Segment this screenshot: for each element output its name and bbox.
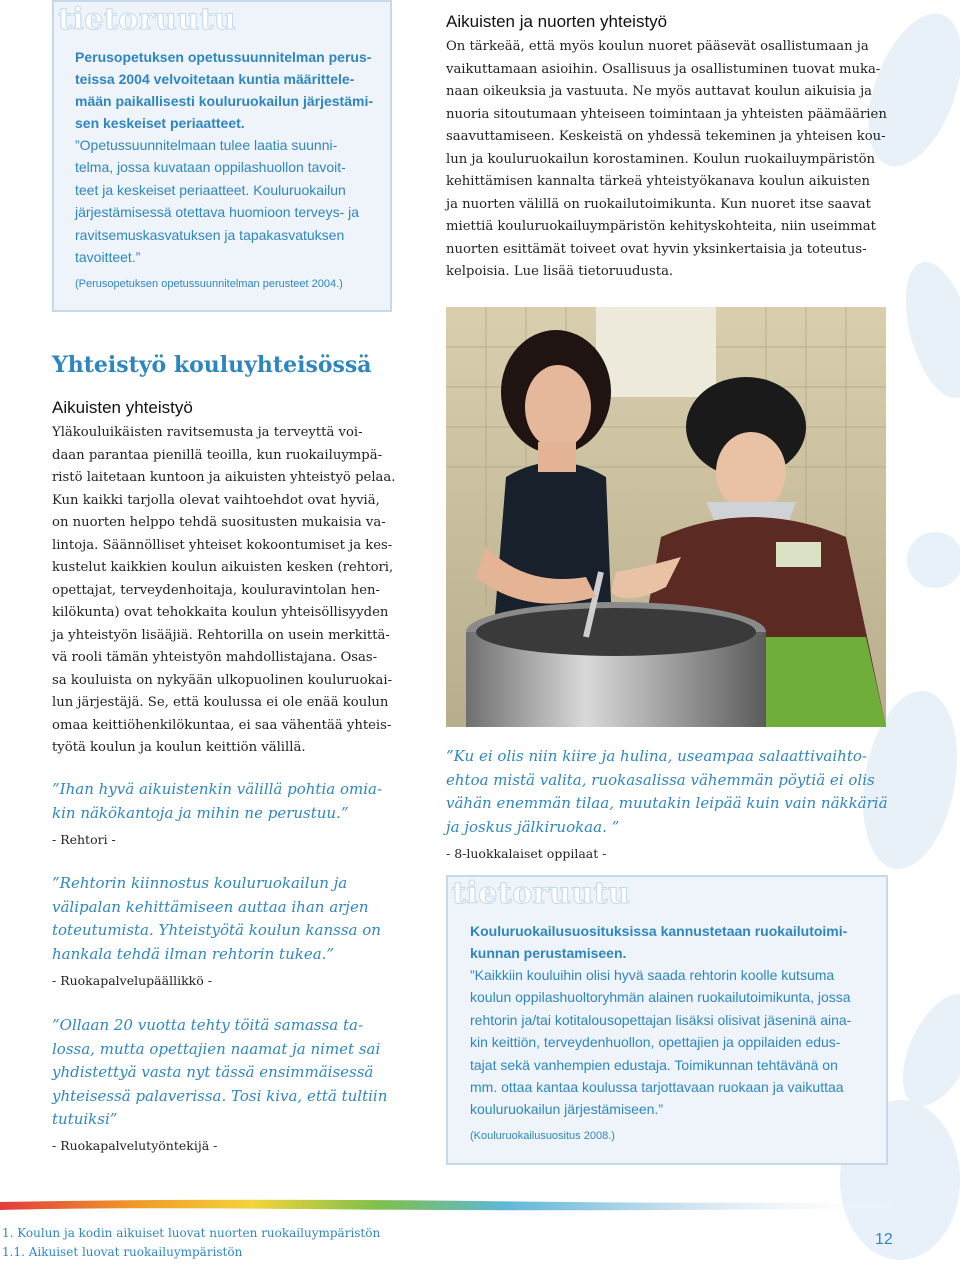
kitchen-photo — [446, 307, 886, 727]
quote-line: ”Rehtorin kiinnostus kouluruokailun ja — [52, 874, 348, 892]
text-line: vaikuttamaan asioihin. Osallisuus ja osallistuminen tuovat muka- — [446, 61, 881, 77]
text-line: vä rooli tämän yhteistyön mahdollistajana. Osas- — [52, 650, 378, 665]
text-line: daan parantaa pienillä teoilla, kun ruokailuympä- — [52, 447, 383, 463]
text-line: Kun kaikki tarjolla olevat vaihtoehdot ovat hyviä, — [52, 492, 380, 508]
text-line: lintoja. Säännölliset yhteiset kokoontumiset ja kes- — [52, 537, 393, 553]
body-line: kin keittiön, terveydenhuollon, opettajien ja oppilaiden edus- — [470, 1034, 841, 1051]
text-line: kustelut kaikkien koulun aikuisten kesken (rehtori, — [52, 560, 394, 575]
text-line: omaa keittiöhenkilökuntaa, ei saa vähentää yhteis- — [52, 717, 392, 733]
lead-line: Kouluruokailusuosituksissa kannustetaan ruokailutoimi- — [470, 923, 848, 939]
text-line: miettiä kouluruokailuympäristön kehityskohteita, niin useimmat — [446, 219, 876, 234]
footer-chapter: 1. Koulun ja kodin aikuiset luovat nuorten ruokailuympäristön — [2, 1226, 381, 1240]
quote-line: lossa, mutta opettajien naamat ja nimet sai — [52, 1039, 381, 1058]
attribution-ruokapalvelupaallikko: - Ruokapalvelupäällikkö - — [52, 973, 212, 988]
info-box-bottom-title: tietoruutu — [452, 876, 631, 911]
body-line: teet ja keskeiset periaatteet. Kouluruokailun — [75, 181, 346, 198]
quote-line: ”Ihan hyvä aikuistenkin välillä pohtia omia- — [52, 780, 383, 798]
section-title: Yhteistyö kouluyhteisössä — [52, 352, 372, 378]
text-line: kelpoisia. Lue lisää tietoruudusta. — [446, 264, 674, 279]
quote-line: ehtoa mistä valita, ruokasalissa vähemmän pöytiä ei olis — [446, 770, 875, 789]
quote-line: toteutumista. Yhteistyötä koulun kanssa on — [52, 921, 381, 939]
quote-line: ja joskus jälkiruokaa. ” — [446, 817, 620, 836]
lead-line: teissa 2004 velvoitetaan kuntia määrittele- — [75, 71, 355, 87]
body-line: ”Opetussuunnitelmaan tulee laatia suunni- — [75, 137, 338, 153]
attribution-rehtori: - Rehtori - — [52, 832, 116, 847]
quote-line: välipalan kehittämiseen auttaa ihan arjen — [52, 897, 369, 916]
quote-line: vähän enemmän tilaa, muutakin leipää kuin vain näkkäriä — [446, 794, 888, 812]
quote-line: tutuiksi” — [52, 1110, 118, 1128]
text-line: On tärkeää, että myös koulun nuoret pääsevät osallistumaan ja — [446, 39, 869, 54]
text-line: naan oikeuksia ja vastuuta. Ne myös auttavat koulun aikuisia ja — [446, 84, 873, 99]
lead-line: mään paikallisesti kouluruokailun järjestämi- — [75, 93, 373, 109]
body-line: rehtorin ja/tai kotitalousopettajan lisäksi olisivat jäseninä aina- — [470, 1011, 852, 1028]
info-box-top-title: tietoruutu — [58, 2, 237, 37]
attribution-oppilaat: - 8-luokkalaiset oppilaat - — [446, 846, 607, 861]
left-subheading: Aikuisten yhteistyö — [52, 398, 193, 417]
text-line: lun järjestäjä. Se, että koulussa ei ole enää koulun — [52, 695, 389, 710]
quote-line: hankala tehdä ilman rehtorin tukea.” — [52, 944, 335, 963]
info-box-top-source: (Perusopetuksen opetussuunnitelman perusteet 2004.) — [75, 278, 343, 290]
page-number: 12 — [875, 1231, 893, 1248]
text-line: on nuorten helppo tehdä suositusten mukaisia va- — [52, 515, 386, 530]
body-line: koulun oppilashuoltoryhmän alainen ruokailutoimikunta, jossa — [470, 989, 851, 1006]
quote-line: kin näkökantoja ja mihin ne perustuu.” — [52, 803, 349, 822]
text-line: nuorten esittämät toiveet ovat hyvin yksinkertaisia ja toteutus- — [446, 241, 867, 257]
quote-line: yhteisessä palaverissa. Tosi kiva, että tultiin — [52, 1086, 388, 1105]
body-line: telma, jossa kuvataan oppilashuollon tavoit- — [75, 159, 346, 176]
text-line: kehittämisen kannalta tärkeä yhteistyökanava koulun aikuisten — [446, 174, 870, 189]
left-body — [52, 422, 397, 760]
rainbow-stripe — [0, 1196, 960, 1214]
info-box-bottom-source: (Kouluruokailusuositus 2008.) — [470, 1130, 615, 1142]
quote-line: ”Ollaan 20 vuotta tehty töitä samassa ta- — [52, 1016, 364, 1034]
quote-line: ”Ku ei olis niin kiire ja hulina, useampaa salaattivaihto- — [446, 747, 867, 765]
body-line: tavoitteet.” — [75, 249, 141, 266]
info-box-top-body — [75, 134, 385, 268]
right-heading: Aikuisten ja nuorten yhteistyö — [446, 12, 668, 31]
body-line: järjestämisessä otettava huomioon terveys- ja — [75, 204, 360, 221]
body-line: mm. ottaa kantaa koulussa tarjottavaan ruokaan ja vaikuttaa — [470, 1079, 844, 1096]
quote-line: yhdistettyä vasta nyt tässä ensimmäisessä — [52, 1063, 374, 1081]
body-line: tajat sekä vanhempien edustaja. Toimikunnan tehtävänä on — [470, 1056, 838, 1073]
info-box-bottom-lead — [470, 920, 880, 964]
text-line: saavuttamiseen. Keskeistä on yhdessä tekeminen ja yhteisen kou- — [446, 129, 886, 144]
body-line: ravitsemuskasvatuksen ja tapakasvatuksen — [75, 226, 345, 243]
text-line: sa kouluista on nykyään ulkopuolinen kouluruokai- — [52, 672, 393, 688]
lead-line: Perusopetuksen opetussuunnitelman perus- — [75, 49, 372, 65]
text-line: Yläkouluikäisten ravitsemusta ja terveyttä voi- — [52, 425, 363, 440]
text-line: nuoria sitoutumaan yhteiseen toimintaan ja yhteisten päämäärien — [446, 106, 887, 122]
quote-rehtori — [52, 778, 412, 825]
body-line: kouluruokailun järjestämiseen.” — [470, 1101, 663, 1118]
info-box-bottom-body — [470, 964, 885, 1121]
lead-line: sen keskeiset periaatteet. — [75, 115, 245, 131]
info-box-top-lead — [75, 46, 385, 134]
text-line: opettajat, terveydenhoitaja, kouluravintolan hen- — [52, 582, 380, 598]
text-line: ja yhteistyön lisääjiä. Rehtorilla on usein merkittä- — [52, 627, 390, 643]
text-line: ja nuorten välillä on ruokailutoimikunta. Kun nuoret itse saavat — [446, 196, 871, 212]
text-line: lun ja kouluruokailun korostaminen. Koulun ruokailuympäristön — [446, 151, 876, 167]
footer-section: 1.1. Aikuiset luovat ruokailuympäristön — [2, 1245, 243, 1259]
attribution-ruokapalvelutyontekija: - Ruokapalvelutyöntekijä - — [52, 1138, 218, 1153]
lead-line: kunnan perustamiseen. — [470, 945, 627, 961]
right-body — [446, 36, 896, 284]
quote-ruokapalvelutyontekija — [52, 1014, 412, 1132]
body-line: ”Kaikkiin kouluihin olisi hyvä saada rehtorin koolle kutsuma — [470, 967, 835, 983]
quote-oppilaat — [446, 745, 906, 839]
text-line: työtä koulun ja koulun keittiön välillä. — [52, 740, 306, 755]
text-line: kilökunta) ovat tehokkaita koulun yhteisöllisyyden — [52, 605, 389, 620]
text-line: ristö laitetaan kuntoon ja aikuisten yhteistyö pelaa. — [52, 470, 396, 485]
quote-ruokapalvelupaallikko — [52, 872, 412, 966]
